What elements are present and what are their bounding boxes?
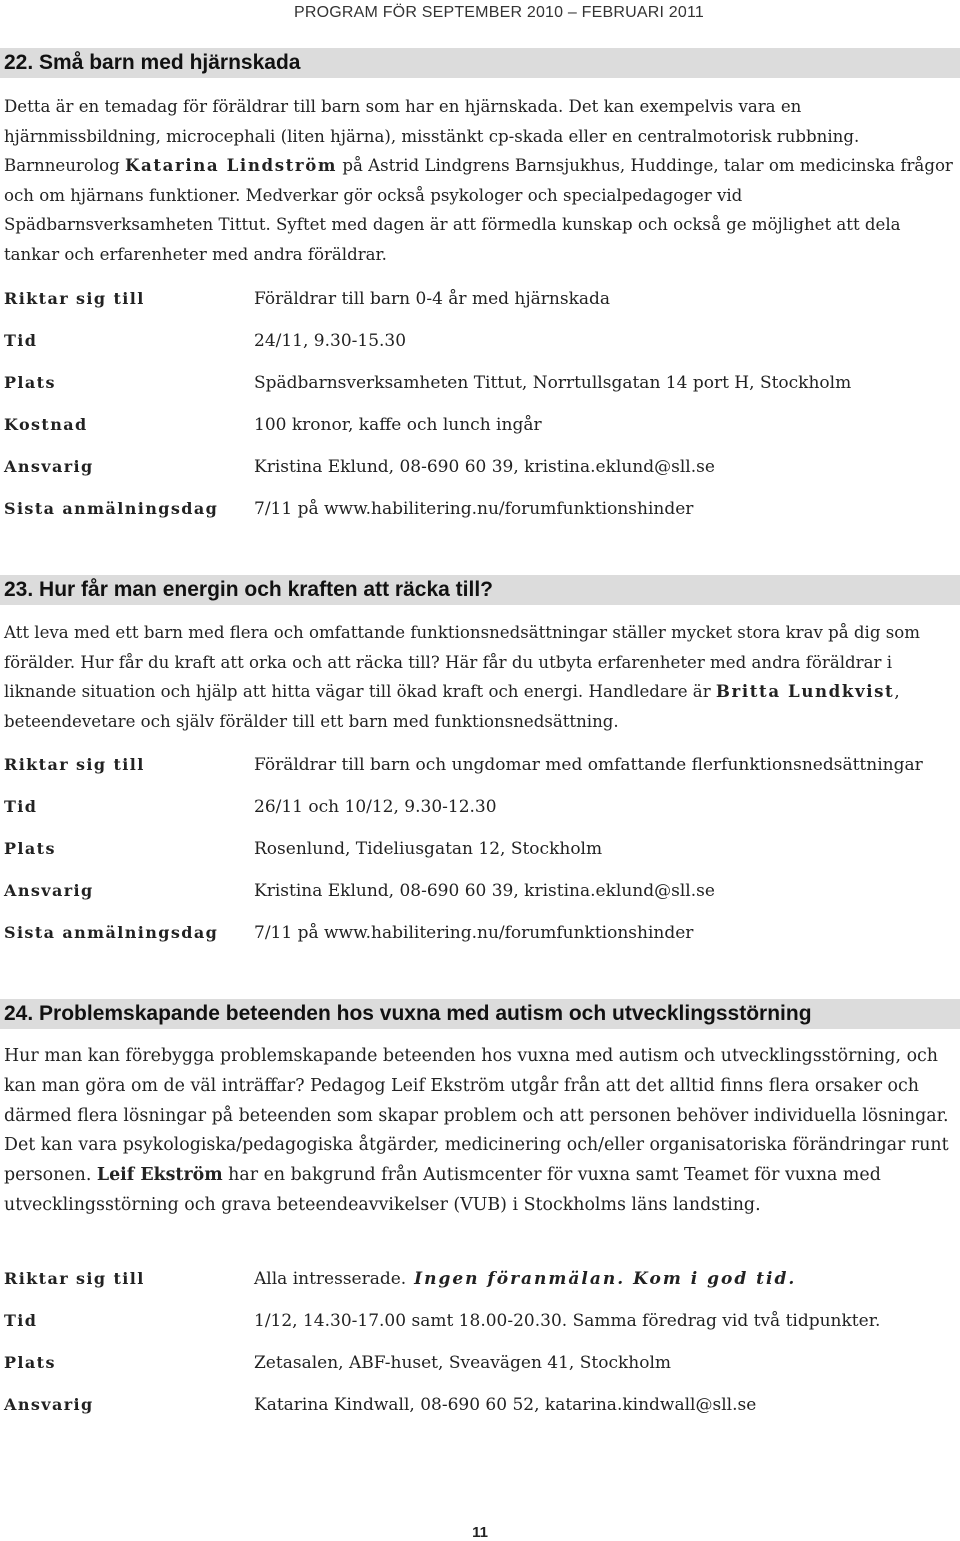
info-value: 7/11 på www.habilitering.nu/forumfunktionshinder (254, 499, 694, 519)
info-label: Riktar sig till (4, 755, 145, 774)
info-label: Ansvarig (4, 1395, 94, 1414)
info-label: Riktar sig till (4, 289, 145, 308)
description-text: har en bakgrund från Autismcenter för vuxna samt Teamet för vuxna med utvecklingsstörning och grava beteendeavvikelser (VUB) i Stockholms läns landsting. (4, 1165, 881, 1215)
info-label: Sista anmälningsdag (4, 499, 219, 518)
info-value (254, 1267, 796, 1291)
info-value: Föräldrar till barn 0-4 år med hjärnskada (254, 289, 611, 309)
description-text: på Astrid Lindgrens Barnsjukhus, Huddinge, talar om medicinska frågor och om hjärnans funktioner. Medverkar gör också psykologer och specialpedagoger vid Spädbarnsverksamheten Tittut. Syftet med dagen är att förmedla kunskap och också ge möjlighet att dela tankar och erfarenheter med andra föräldrar. (4, 156, 953, 264)
description-text: Att leva med ett barn med flera och omfattande funktionsnedsättningar ställer mycket stora krav på dig som förälder. Hur får du kraft att orka och att räcka till? Här får du utbyta erfarenheter med andra föräldrar i liknande situation och hjälp att hitta vägar till ökad kraft och energi. Handledare är (4, 623, 920, 702)
page-header: PROGRAM FÖR SEPTEMBER 2010 – FEBRUARI 2011 (293, 4, 704, 21)
section-23-description (4, 618, 954, 736)
info-value: 1/12, 14.30-17.00 samt 18.00-20.30. Samma föredrag vid två tidpunkter. (254, 1311, 881, 1331)
section-24-description (4, 1042, 954, 1221)
no-registration-note: Ingen föranmälan. Kom i god tid. (406, 1269, 797, 1289)
info-value: 26/11 och 10/12, 9.30-12.30 (254, 797, 497, 817)
info-row-contact (0, 879, 960, 903)
info-label: Tid (4, 1311, 38, 1330)
info-row-deadline (0, 921, 960, 945)
facilitator-name: Britta Lundkvist (715, 681, 895, 702)
info-row-audience (0, 287, 960, 311)
info-label: Plats (4, 373, 56, 392)
section-heading-23: 23. Hur får man energin och kraften att räcka till? (0, 575, 960, 605)
section-heading-24: 24. Problemskapande beteenden hos vuxna med autism och utvecklingsstörning (0, 999, 960, 1029)
section-heading-22: 22. Små barn med hjärnskada (0, 48, 960, 78)
info-row-contact (0, 1393, 960, 1417)
info-value: Katarina Kindwall, 08-690 60 52, katarina.kindwall@sll.se (254, 1395, 757, 1415)
info-value: Zetasalen, ABF-huset, Sveavägen 41, Stockholm (254, 1353, 672, 1373)
info-value: Kristina Eklund, 08-690 60 39, kristina.eklund@sll.se (254, 881, 715, 901)
section-22-description (4, 92, 954, 270)
info-value: 24/11, 9.30-15.30 (254, 331, 407, 351)
info-row-location (0, 837, 960, 861)
info-value: Kristina Eklund, 08-690 60 39, kristina.eklund@sll.se (254, 457, 715, 477)
info-row-deadline (0, 497, 960, 521)
info-value: Rosenlund, Tideliusgatan 12, Stockholm (254, 839, 603, 859)
info-label: Kostnad (4, 415, 88, 434)
info-row-cost (0, 413, 960, 437)
info-label: Sista anmälningsdag (4, 923, 219, 942)
info-label: Plats (4, 1353, 56, 1372)
info-value: Spädbarnsverksamheten Tittut, Norrtullsgatan 14 port H, Stockholm (254, 373, 852, 393)
info-label: Riktar sig till (4, 1269, 145, 1288)
info-row-audience (0, 753, 960, 777)
info-value: Föräldrar till barn och ungdomar med omfattande flerfunktionsnedsättningar (254, 755, 923, 775)
info-label: Ansvarig (4, 881, 94, 900)
info-row-location (0, 1351, 960, 1375)
page-number: 11 (472, 1524, 488, 1541)
description-text: Hur man kan förebygga problemskapande beteenden hos vuxna med autism och utvecklingsstörning, och kan man göra om de väl inträffar? Pedagog Leif Ekström utgår från att det alltid finns flera orsaker och därmed flera lösningar på beteenden som skapar problem och att personen behöver individuella lösningar. Det kan vara psykologiska/pedagogiska åtgärder, medicinering och/eller organisatoriska förändringar runt personen. (4, 1046, 949, 1186)
info-row-time (0, 329, 960, 353)
info-label: Ansvarig (4, 457, 94, 476)
info-row-audience (0, 1267, 960, 1291)
speaker-name: Leif Ekström (96, 1165, 223, 1186)
info-label: Tid (4, 797, 38, 816)
info-row-time (0, 1309, 960, 1333)
speaker-name: Katarina Lindström (125, 155, 338, 176)
info-label: Tid (4, 331, 38, 350)
info-value: 100 kronor, kaffe och lunch ingår (254, 415, 542, 435)
description-text: Detta är en temadag för föräldrar till barn som har en hjärnskada. Det kan exempelvis vara en hjärnmissbildning, microcephali (liten hjärna), misstänkt cp-skada eller en centralmotorisk rubbning. Barnneurolog (4, 97, 860, 176)
info-value: 7/11 på www.habilitering.nu/forumfunktionshinder (254, 923, 694, 943)
info-row-location (0, 371, 960, 395)
description-text: , beteendevetare och själv förälder till ett barn med funktionsnedsättning. (4, 682, 900, 731)
audience-text: Alla intresserade. (254, 1269, 407, 1289)
info-row-time (0, 795, 960, 819)
info-label: Plats (4, 839, 56, 858)
info-row-contact (0, 455, 960, 479)
